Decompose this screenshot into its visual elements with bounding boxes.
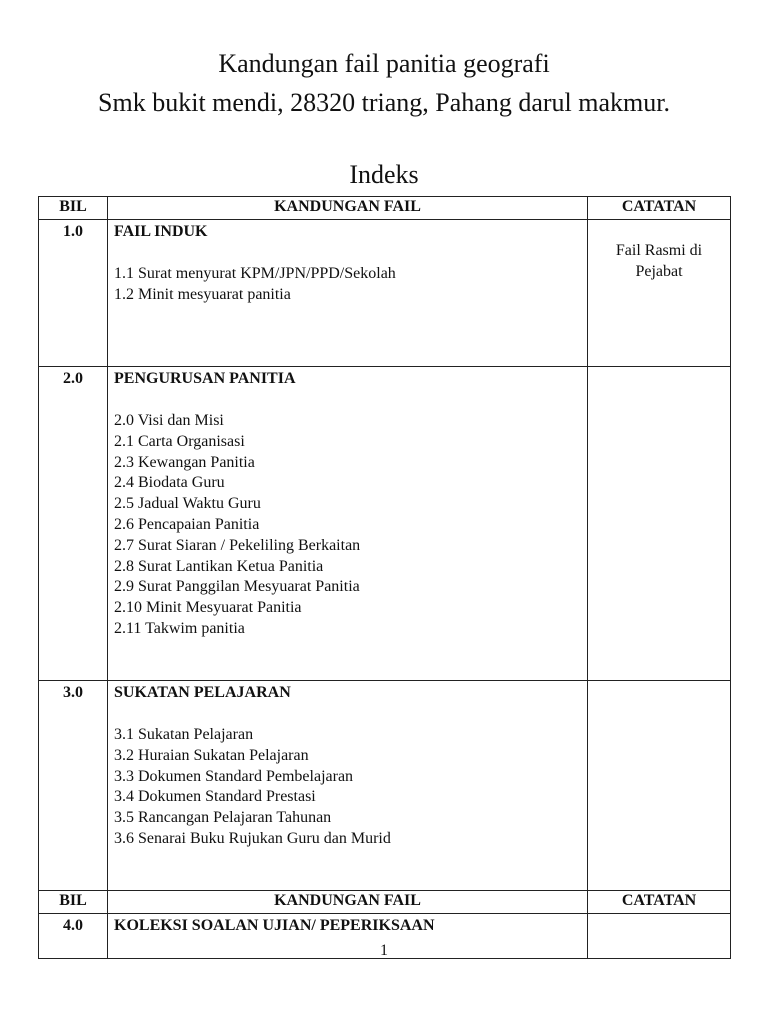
list-item: 3.5 Rancangan Pelajaran Tahunan (114, 809, 332, 827)
note-line: Fail Rasmi di (615, 242, 703, 259)
page-number: 1 (380, 942, 388, 959)
list-item: 3.6 Senarai Buku Rujukan Guru dan Murid (114, 829, 391, 847)
list-item: 2.11 Takwim panitia (114, 619, 245, 637)
table-row (39, 681, 731, 891)
row-number: 3.0 (39, 681, 108, 891)
row-contents (108, 367, 588, 681)
row-note (588, 367, 731, 681)
list-item: 3.3 Dokumen Standard Pembelajaran (114, 767, 354, 785)
list-item: 2.5 Jadual Waktu Guru (114, 495, 261, 513)
index-heading: Indeks (349, 160, 419, 189)
note-line: Pejabat (635, 262, 683, 280)
row-number: 2.0 (39, 367, 108, 681)
index-table (38, 196, 731, 959)
header-bil: BIL (39, 891, 108, 914)
row-number: 1.0 (39, 220, 108, 367)
row-contents (108, 220, 588, 367)
table-row (39, 220, 731, 367)
row-note (588, 681, 731, 891)
list-item: 1.2 Minit mesyuarat panitia (114, 285, 291, 303)
section-title: FAIL INDUK (114, 223, 208, 240)
school-address: Smk bukit mendi, 28320 triang, Pahang darul makmur. (98, 88, 670, 117)
list-item: 2.8 Surat Lantikan Ketua Panitia (114, 557, 324, 575)
list-item: 3.2 Huraian Sukatan Pelajaran (114, 746, 309, 764)
document-title: Kandungan fail panitia geografi (218, 49, 550, 78)
section-title: SUKATAN PELAJARAN (114, 684, 291, 701)
list-item: 2.10 Minit Mesyuarat Panitia (114, 599, 302, 617)
section-title: PENGURUSAN PANITIA (114, 370, 296, 387)
header-catatan: CATATAN (588, 197, 731, 220)
list-item: 2.1 Carta Organisasi (114, 432, 245, 450)
row-note (588, 220, 731, 367)
header-bil: BIL (39, 197, 108, 220)
row-contents (108, 681, 588, 891)
table-header-row (39, 891, 731, 914)
row-number: 4.0 (39, 914, 108, 959)
header-catatan: CATATAN (588, 891, 731, 914)
section-title: KOLEKSI SOALAN UJIAN/ PEPERIKSAAN (114, 917, 435, 934)
list-item: 3.4 Dokumen Standard Prestasi (114, 788, 316, 806)
table-row (39, 367, 731, 681)
list-item: 2.6 Pencapaian Panitia (114, 515, 260, 533)
list-item: 2.0 Visi dan Misi (114, 412, 224, 429)
header-kandungan-fail: KANDUNGAN FAIL (108, 891, 588, 914)
list-item: 1.1 Surat menyurat KPM/JPN/PPD/Sekolah (114, 265, 396, 282)
list-item: 2.4 Biodata Guru (114, 474, 225, 492)
list-item: 2.3 Kewangan Panitia (114, 453, 255, 471)
table-header-row (39, 197, 731, 220)
list-item: 2.7 Surat Siaran / Pekeliling Berkaitan (114, 536, 361, 554)
header-kandungan-fail: KANDUNGAN FAIL (108, 197, 588, 220)
list-item: 2.9 Surat Panggilan Mesyuarat Panitia (114, 578, 360, 596)
list-item: 3.1 Sukatan Pelajaran (114, 726, 254, 743)
